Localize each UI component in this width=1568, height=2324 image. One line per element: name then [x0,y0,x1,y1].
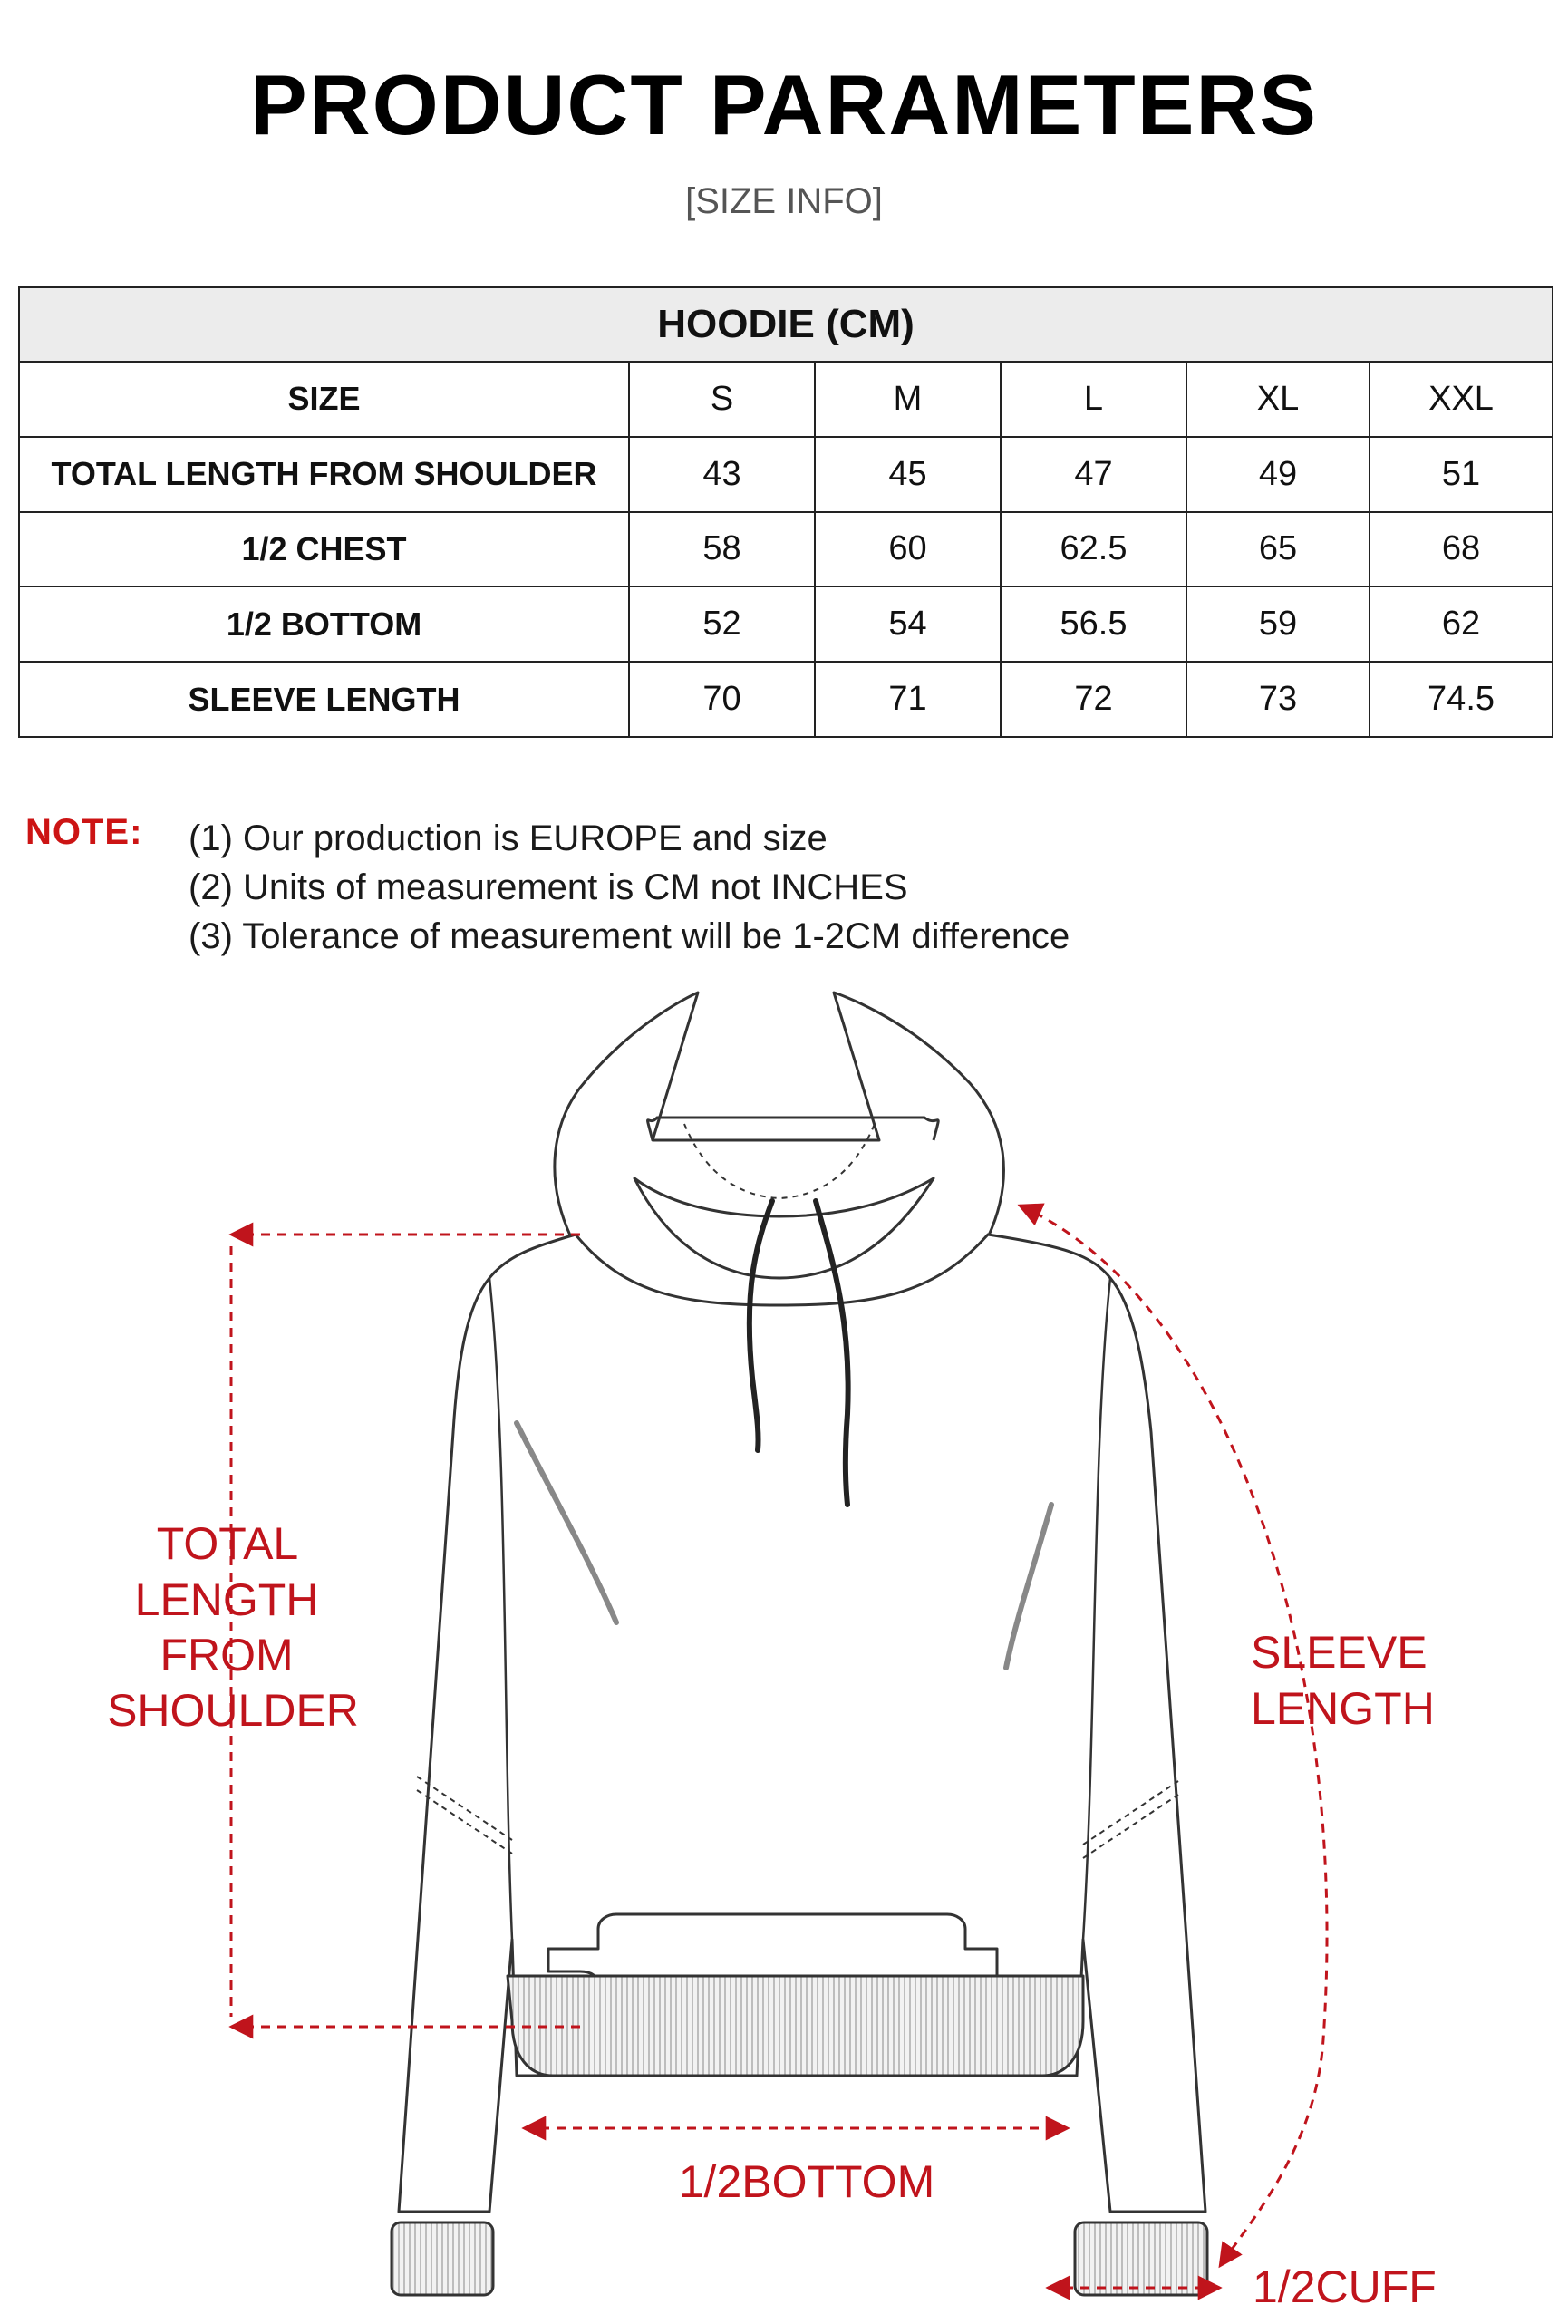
total-length-label: FROM [160,1630,294,1680]
page-title: PRODUCT PARAMETERS [250,57,1318,152]
size-column-header: M [815,362,1001,437]
size-column-header: XXL [1370,362,1553,437]
table-cell: 72 [1001,662,1186,737]
total-length-label: TOTAL [156,1518,297,1569]
table-cell: 71 [815,662,1001,737]
table-cell: 70 [629,662,815,737]
total-length-label: LENGTH [134,1574,319,1625]
total-length-label: SHOULDER [107,1685,359,1736]
size-column-header: L [1001,362,1186,437]
table-cell: 43 [629,437,815,512]
table-cell: 73 [1186,662,1370,737]
table-cell: 54 [815,586,1001,662]
right-cuff [1075,2222,1207,2295]
note-line: (1) Our production is EUROPE and size [189,818,828,858]
table-cell: 47 [1001,437,1186,512]
row-label: TOTAL LENGTH FROM SHOULDER [19,437,629,512]
table-cell: 52 [629,586,815,662]
cuff-label: 1/2CUFF [1253,2261,1437,2312]
table-title: HOODIE (CM) [19,287,1553,362]
sleeve-length-label: LENGTH [1251,1683,1435,1734]
table-cell: 51 [1370,437,1553,512]
table-cell: 62.5 [1001,512,1186,587]
svg-text:SLEEVE LENGTH [1251,1627,1439,1734]
left-cuff [392,2222,493,2295]
size-header-cell: SIZE [19,362,629,437]
table-cell: 68 [1370,512,1553,587]
row-label: SLEEVE LENGTH [19,662,629,737]
svg-text:TOTAL LENGTH FROM [107,1518,359,1736]
table-cell: 58 [629,512,815,587]
note-line: (2) Units of measurement is CM not INCHES [189,867,908,907]
hoodie-illustration [392,993,1207,2295]
table-cell: 65 [1186,512,1370,587]
hood-outline [555,993,1004,1237]
size-column-header: XL [1186,362,1370,437]
size-column-header: S [629,362,815,437]
bottom-label: 1/2BOTTOM [678,2156,935,2207]
sleeve-length-label: SLEEVE [1251,1627,1428,1678]
table-cell: 60 [815,512,1001,587]
page-subtitle: [SIZE INFO] [685,181,883,221]
table-cell: 49 [1186,437,1370,512]
note-label: NOTE: [25,812,143,852]
table-cell: 59 [1186,586,1370,662]
table-cell: 56.5 [1001,586,1186,662]
row-label: 1/2 BOTTOM [19,586,629,662]
row-label: 1/2 CHEST [19,512,629,587]
table-cell: 62 [1370,586,1553,662]
waistband [508,1976,1083,2076]
table-cell: 45 [815,437,1001,512]
note-line: (3) Tolerance of measurement will be 1-2CM difference [189,916,1070,956]
table-cell: 74.5 [1370,662,1553,737]
